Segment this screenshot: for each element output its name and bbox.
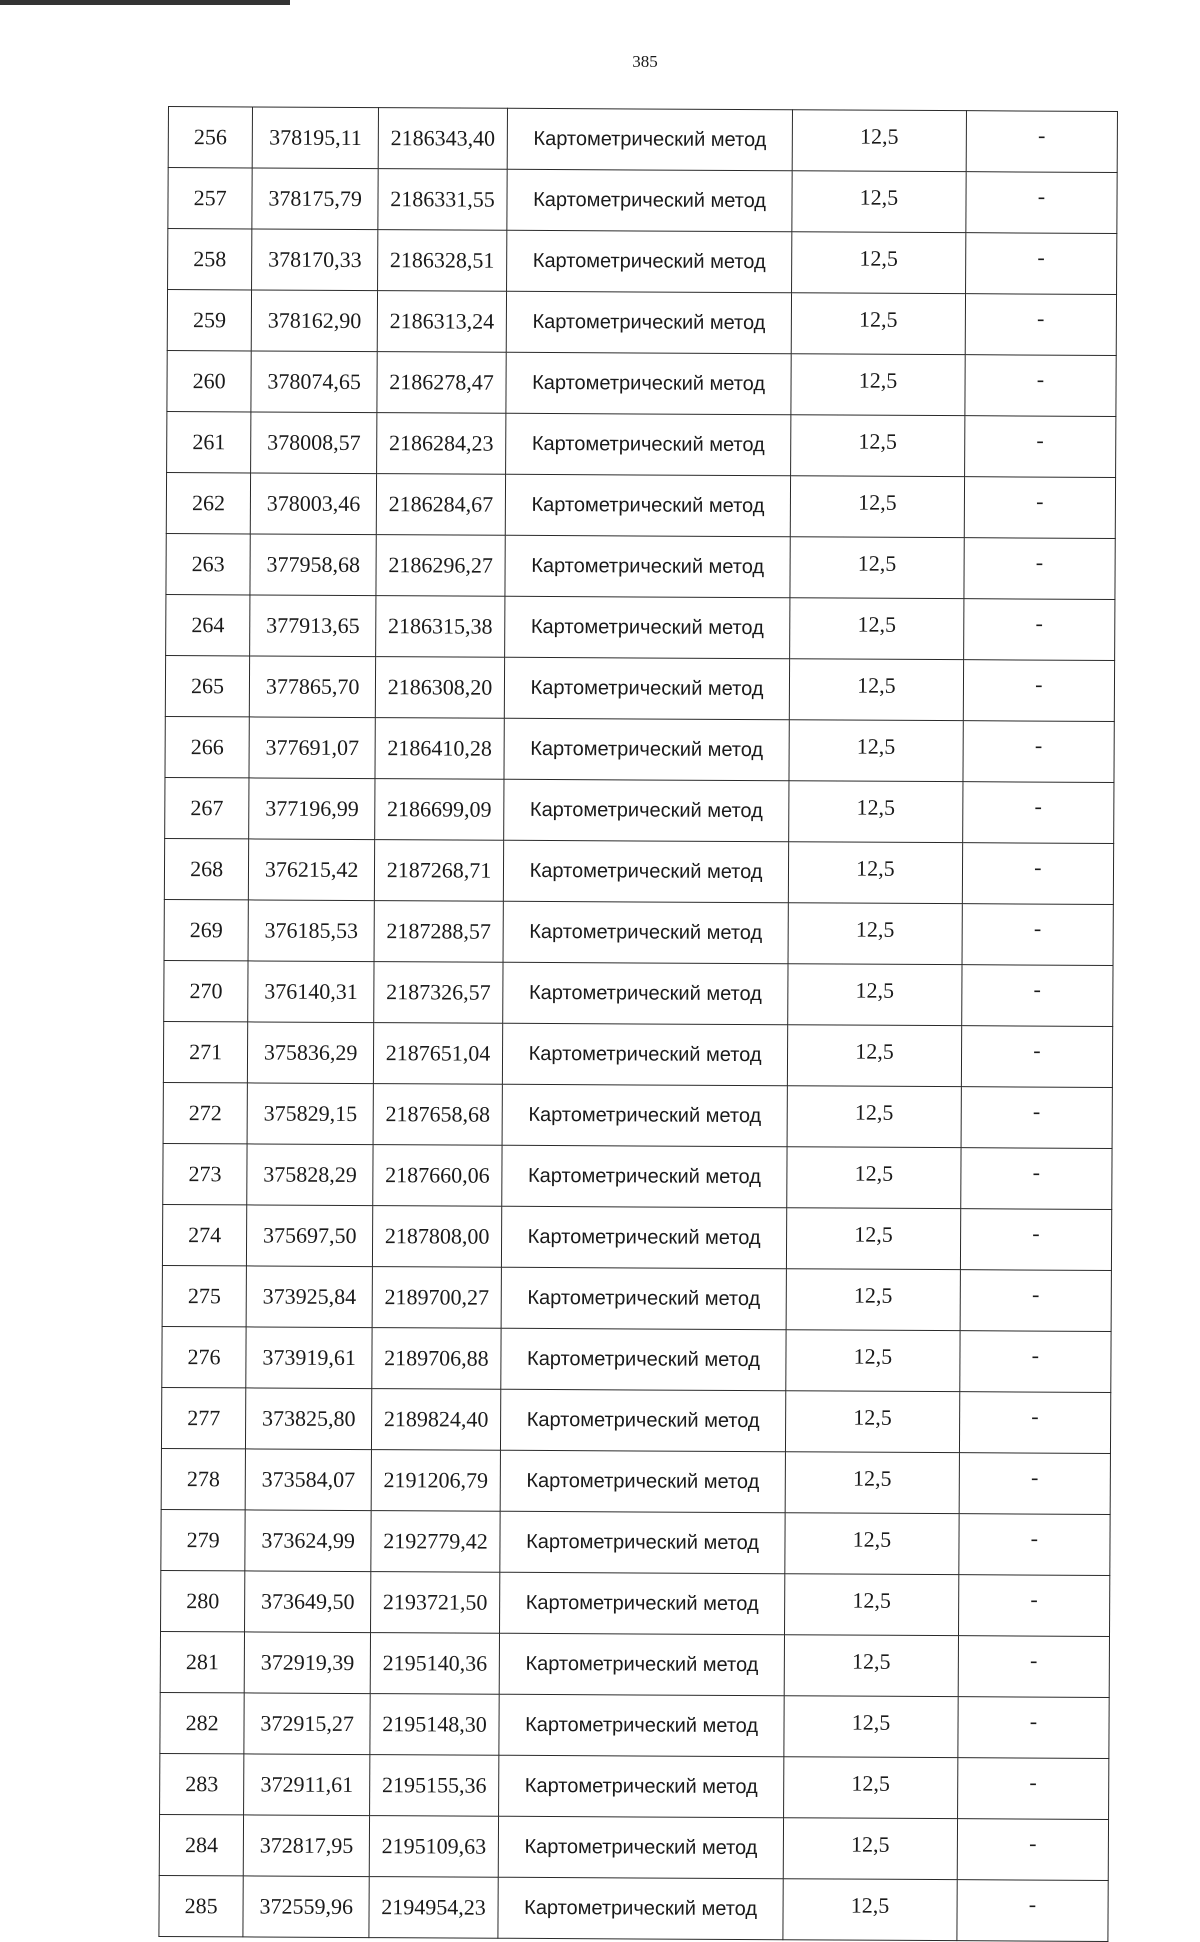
accuracy-cell: 12,5 xyxy=(785,1452,959,1514)
y-coordinate-cell: 2186315,38 xyxy=(376,596,505,658)
x-coordinate-cell: 378195,11 xyxy=(252,107,378,169)
point-number-cell: 273 xyxy=(163,1143,248,1204)
accuracy-cell: 12,5 xyxy=(789,720,963,782)
method-cell: Картометрический метод xyxy=(500,1511,786,1573)
point-number-cell: 283 xyxy=(160,1753,245,1814)
y-coordinate-cell: 2195155,36 xyxy=(370,1755,499,1817)
table-row xyxy=(161,1570,1110,1636)
x-coordinate-cell: 373649,50 xyxy=(245,1571,371,1633)
table-row xyxy=(161,1509,1110,1575)
x-coordinate-cell: 372919,39 xyxy=(244,1632,370,1694)
x-coordinate-cell: 378170,33 xyxy=(252,229,378,291)
note-cell: - xyxy=(965,294,1117,356)
point-number-cell: 260 xyxy=(167,350,252,411)
note-cell: - xyxy=(957,1880,1109,1942)
note-cell: - xyxy=(958,1636,1110,1698)
accuracy-cell: 12,5 xyxy=(790,537,964,599)
table-row xyxy=(162,1326,1111,1392)
accuracy-cell: 12,5 xyxy=(787,1208,961,1270)
note-cell: - xyxy=(960,1270,1112,1332)
method-cell: Картометрический метод xyxy=(505,474,791,536)
point-number-cell: 272 xyxy=(163,1082,248,1143)
table-row xyxy=(168,229,1117,295)
accuracy-cell: 12,5 xyxy=(792,110,966,172)
x-coordinate-cell: 377196,99 xyxy=(249,778,375,840)
y-coordinate-cell: 2186296,27 xyxy=(376,535,505,597)
method-cell: Картометрический метод xyxy=(500,1389,786,1451)
table-row xyxy=(164,899,1113,965)
method-cell: Картометрический метод xyxy=(507,230,793,292)
note-cell: - xyxy=(957,1819,1109,1881)
x-coordinate-cell: 373825,80 xyxy=(246,1388,372,1450)
table-row xyxy=(164,960,1113,1026)
point-number-cell: 267 xyxy=(165,777,250,838)
point-number-cell: 259 xyxy=(167,290,252,351)
accuracy-cell: 12,5 xyxy=(787,1086,961,1148)
note-cell: - xyxy=(962,904,1114,966)
note-cell: - xyxy=(962,843,1114,905)
y-coordinate-cell: 2186328,51 xyxy=(378,230,507,292)
method-cell: Картометрический метод xyxy=(498,1816,784,1878)
accuracy-cell: 12,5 xyxy=(791,354,965,416)
y-coordinate-cell: 2186313,24 xyxy=(377,291,506,353)
accuracy-cell: 12,5 xyxy=(788,1025,962,1087)
method-cell: Картометрический метод xyxy=(503,901,789,963)
point-number-cell: 266 xyxy=(165,716,250,777)
accuracy-cell: 12,5 xyxy=(783,1879,957,1941)
x-coordinate-cell: 373624,99 xyxy=(245,1510,371,1572)
table-row xyxy=(159,1814,1108,1880)
method-cell: Картометрический метод xyxy=(499,1694,785,1756)
method-cell: Картометрический метод xyxy=(501,1206,787,1268)
y-coordinate-cell: 2186331,55 xyxy=(378,169,507,231)
table-row xyxy=(165,777,1114,843)
note-cell: - xyxy=(960,1148,1112,1210)
accuracy-cell: 12,5 xyxy=(792,232,966,294)
point-number-cell: 284 xyxy=(159,1814,244,1875)
method-cell: Картометрический метод xyxy=(499,1755,785,1817)
y-coordinate-cell: 2189824,40 xyxy=(372,1389,501,1451)
accuracy-cell: 12,5 xyxy=(788,903,962,965)
y-coordinate-cell: 2191206,79 xyxy=(371,1450,500,1512)
y-coordinate-cell: 2187288,57 xyxy=(374,901,503,963)
table-row xyxy=(166,472,1115,538)
method-cell: Картометрический метод xyxy=(502,1023,788,1085)
y-coordinate-cell: 2187326,57 xyxy=(374,962,503,1024)
note-cell: - xyxy=(961,1087,1113,1149)
y-coordinate-cell: 2193721,50 xyxy=(371,1572,500,1634)
y-coordinate-cell: 2186284,67 xyxy=(376,474,505,536)
method-cell: Картометрический метод xyxy=(504,718,790,780)
accuracy-cell: 12,5 xyxy=(789,781,963,843)
x-coordinate-cell: 376185,53 xyxy=(248,900,374,962)
accuracy-cell: 12,5 xyxy=(785,1513,959,1575)
method-cell: Картометрический метод xyxy=(500,1450,786,1512)
x-coordinate-cell: 375829,15 xyxy=(247,1083,373,1145)
y-coordinate-cell: 2187808,00 xyxy=(373,1206,502,1268)
note-cell: - xyxy=(958,1575,1110,1637)
point-number-cell: 285 xyxy=(159,1875,244,1936)
y-coordinate-cell: 2187658,68 xyxy=(373,1084,502,1146)
note-cell: - xyxy=(963,660,1115,722)
accuracy-cell: 12,5 xyxy=(784,1757,958,1819)
point-number-cell: 268 xyxy=(164,838,249,899)
x-coordinate-cell: 378175,79 xyxy=(252,168,378,230)
point-number-cell: 278 xyxy=(161,1448,246,1509)
x-coordinate-cell: 378074,65 xyxy=(251,351,377,413)
method-cell: Картометрический метод xyxy=(499,1572,785,1634)
point-number-cell: 274 xyxy=(162,1204,247,1265)
accuracy-cell: 12,5 xyxy=(786,1391,960,1453)
point-number-cell: 258 xyxy=(168,229,253,290)
top-rule xyxy=(0,0,290,5)
note-cell: - xyxy=(958,1697,1110,1759)
x-coordinate-cell: 378003,46 xyxy=(250,473,376,535)
note-cell: - xyxy=(964,416,1116,478)
y-coordinate-cell: 2195109,63 xyxy=(369,1816,498,1878)
table-row xyxy=(163,1143,1112,1209)
note-cell: - xyxy=(959,1331,1111,1393)
coordinates-table xyxy=(158,106,1118,1942)
table-row xyxy=(162,1265,1111,1331)
note-cell: - xyxy=(959,1453,1111,1515)
method-cell: Картометрический метод xyxy=(502,1145,788,1207)
y-coordinate-cell: 2186699,09 xyxy=(375,779,504,841)
table-row xyxy=(163,1082,1112,1148)
accuracy-cell: 12,5 xyxy=(789,659,963,721)
note-cell: - xyxy=(961,1026,1113,1088)
table-row xyxy=(166,533,1115,599)
note-cell: - xyxy=(959,1392,1111,1454)
point-number-cell: 271 xyxy=(163,1021,248,1082)
point-number-cell: 261 xyxy=(167,411,252,472)
method-cell: Картометрический метод xyxy=(501,1328,787,1390)
accuracy-cell: 12,5 xyxy=(790,476,964,538)
point-number-cell: 256 xyxy=(168,107,253,168)
table-row xyxy=(165,716,1114,782)
table-row xyxy=(164,838,1113,904)
coordinates-table-container xyxy=(158,106,1118,1942)
accuracy-cell: 12,5 xyxy=(785,1574,959,1636)
accuracy-cell: 12,5 xyxy=(786,1269,960,1331)
point-number-cell: 279 xyxy=(161,1509,246,1570)
accuracy-cell: 12,5 xyxy=(786,1330,960,1392)
method-cell: Картометрический метод xyxy=(505,535,791,597)
note-cell: - xyxy=(962,782,1114,844)
table-row xyxy=(167,411,1116,477)
note-cell: - xyxy=(963,599,1115,661)
table-row xyxy=(165,655,1114,721)
y-coordinate-cell: 2187651,04 xyxy=(373,1023,502,1085)
table-row xyxy=(166,594,1115,660)
point-number-cell: 276 xyxy=(162,1326,247,1387)
method-cell: Картометрический метод xyxy=(504,657,790,719)
table-row xyxy=(160,1631,1109,1697)
table-body xyxy=(159,107,1118,1942)
method-cell: Картометрический метод xyxy=(507,108,793,170)
point-number-cell: 270 xyxy=(164,960,249,1021)
note-cell: - xyxy=(961,965,1113,1027)
y-coordinate-cell: 2189706,88 xyxy=(372,1328,501,1390)
table-row xyxy=(159,1875,1108,1941)
x-coordinate-cell: 378162,90 xyxy=(251,290,377,352)
point-number-cell: 264 xyxy=(166,594,251,655)
note-cell: - xyxy=(957,1758,1109,1820)
x-coordinate-cell: 375836,29 xyxy=(248,1022,374,1084)
table-row xyxy=(168,168,1117,234)
x-coordinate-cell: 377691,07 xyxy=(249,717,375,779)
y-coordinate-cell: 2195148,30 xyxy=(370,1694,499,1756)
method-cell: Картометрический метод xyxy=(506,291,792,353)
x-coordinate-cell: 378008,57 xyxy=(251,412,377,474)
note-cell: - xyxy=(966,111,1118,173)
note-cell: - xyxy=(963,721,1115,783)
table-row xyxy=(161,1387,1110,1453)
y-coordinate-cell: 2186284,23 xyxy=(377,413,506,475)
method-cell: Картометрический метод xyxy=(501,1267,787,1329)
x-coordinate-cell: 376140,31 xyxy=(248,961,374,1023)
x-coordinate-cell: 373584,07 xyxy=(245,1449,371,1511)
table-row xyxy=(162,1204,1111,1270)
accuracy-cell: 12,5 xyxy=(784,1696,958,1758)
note-cell: - xyxy=(960,1209,1112,1271)
x-coordinate-cell: 373919,61 xyxy=(246,1327,372,1389)
y-coordinate-cell: 2187660,06 xyxy=(373,1145,502,1207)
x-coordinate-cell: 372817,95 xyxy=(243,1815,369,1877)
point-number-cell: 257 xyxy=(168,168,253,229)
point-number-cell: 281 xyxy=(160,1631,245,1692)
y-coordinate-cell: 2194954,23 xyxy=(369,1877,498,1939)
point-number-cell: 263 xyxy=(166,533,251,594)
x-coordinate-cell: 375828,29 xyxy=(247,1144,373,1206)
x-coordinate-cell: 373925,84 xyxy=(246,1266,372,1328)
point-number-cell: 275 xyxy=(162,1265,247,1326)
table-row xyxy=(161,1448,1110,1514)
x-coordinate-cell: 372915,27 xyxy=(244,1693,370,1755)
accuracy-cell: 12,5 xyxy=(792,171,966,233)
point-number-cell: 280 xyxy=(161,1570,246,1631)
method-cell: Картометрический метод xyxy=(499,1633,785,1695)
y-coordinate-cell: 2192779,42 xyxy=(371,1511,500,1573)
accuracy-cell: 12,5 xyxy=(784,1635,958,1697)
note-cell: - xyxy=(965,233,1117,295)
method-cell: Картометрический метод xyxy=(504,779,790,841)
point-number-cell: 265 xyxy=(165,655,250,716)
method-cell: Картометрический метод xyxy=(506,352,792,414)
method-cell: Картометрический метод xyxy=(502,1084,788,1146)
method-cell: Картометрический метод xyxy=(503,962,789,1024)
accuracy-cell: 12,5 xyxy=(791,293,965,355)
x-coordinate-cell: 377865,70 xyxy=(250,656,376,718)
table-row xyxy=(167,350,1116,416)
accuracy-cell: 12,5 xyxy=(790,598,964,660)
note-cell: - xyxy=(959,1514,1111,1576)
note-cell: - xyxy=(964,538,1116,600)
y-coordinate-cell: 2186343,40 xyxy=(378,108,507,170)
accuracy-cell: 12,5 xyxy=(791,415,965,477)
method-cell: Картометрический метод xyxy=(498,1877,784,1939)
y-coordinate-cell: 2186278,47 xyxy=(377,352,506,414)
y-coordinate-cell: 2189700,27 xyxy=(372,1267,501,1329)
x-coordinate-cell: 377958,68 xyxy=(250,534,376,596)
y-coordinate-cell: 2187268,71 xyxy=(374,840,503,902)
accuracy-cell: 12,5 xyxy=(788,964,962,1026)
y-coordinate-cell: 2186308,20 xyxy=(375,657,504,719)
note-cell: - xyxy=(964,477,1116,539)
table-row xyxy=(167,290,1116,356)
point-number-cell: 262 xyxy=(166,472,251,533)
method-cell: Картометрический метод xyxy=(506,413,792,475)
point-number-cell: 269 xyxy=(164,899,249,960)
y-coordinate-cell: 2195140,36 xyxy=(370,1633,499,1695)
note-cell: - xyxy=(965,355,1117,417)
table-row xyxy=(163,1021,1112,1087)
accuracy-cell: 12,5 xyxy=(783,1818,957,1880)
x-coordinate-cell: 375697,50 xyxy=(247,1205,373,1267)
x-coordinate-cell: 377913,65 xyxy=(250,595,376,657)
table-row xyxy=(160,1753,1109,1819)
method-cell: Картометрический метод xyxy=(507,169,793,231)
point-number-cell: 282 xyxy=(160,1692,245,1753)
y-coordinate-cell: 2186410,28 xyxy=(375,718,504,780)
point-number-cell: 277 xyxy=(161,1387,246,1448)
note-cell: - xyxy=(966,172,1118,234)
method-cell: Картометрический метод xyxy=(505,596,791,658)
accuracy-cell: 12,5 xyxy=(787,1147,961,1209)
method-cell: Картометрический метод xyxy=(503,840,789,902)
page-number: 385 xyxy=(632,52,658,71)
x-coordinate-cell: 372911,61 xyxy=(244,1754,370,1816)
table-row xyxy=(168,107,1117,173)
table-row xyxy=(160,1692,1109,1758)
accuracy-cell: 12,5 xyxy=(789,842,963,904)
x-coordinate-cell: 372559,96 xyxy=(243,1876,369,1938)
x-coordinate-cell: 376215,42 xyxy=(249,839,375,901)
